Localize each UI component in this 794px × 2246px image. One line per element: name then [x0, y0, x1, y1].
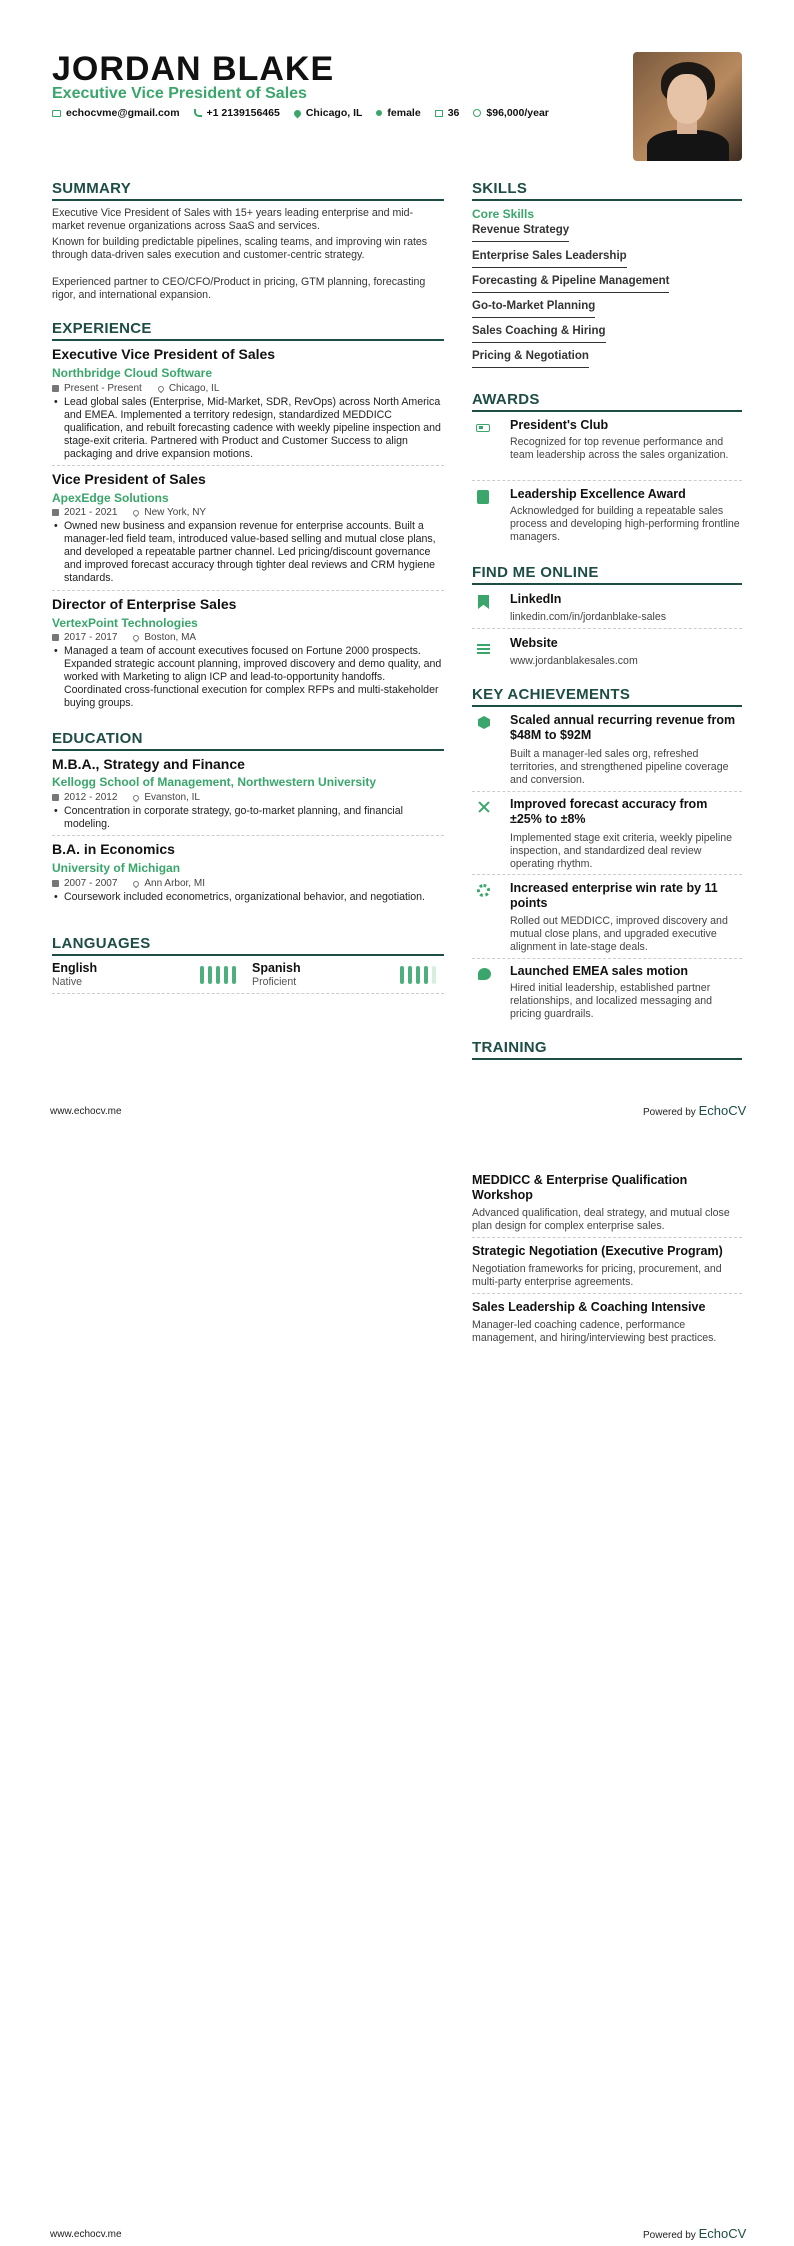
training-title: MEDDICC & Enterprise Qualification Workshop [472, 1173, 688, 1202]
divider [52, 993, 444, 994]
location-pin-icon [132, 793, 140, 801]
training-title: Sales Leadership & Coaching Intensive [472, 1300, 706, 1314]
job-meta: Present - Present Chicago, IL [52, 383, 219, 394]
calendar-icon [52, 634, 59, 641]
job-meta: 2021 - 2021 New York, NY [52, 507, 206, 518]
award-description: Acknowledged for building a repeatable sales process and developing high-performing frontline managers. [510, 505, 740, 543]
calendar-icon [52, 385, 59, 392]
online-title-linkedin: LinkedIn [510, 592, 562, 606]
skills-heading: SKILLS [472, 180, 528, 197]
calendar-icon [52, 794, 59, 801]
summary-paragraph-3: Experienced partner to CEO/CFO/Product in pricing, GTM planning, forecasting rigor, and international expansion. [52, 276, 426, 301]
training-description: Advanced qualification, deal strategy, and mutual close plan design for complex enterprise sales. [472, 1207, 730, 1232]
candidate-name: JORDAN BLAKE [52, 50, 335, 88]
degree-title: M.B.A., Strategy and Finance [52, 756, 245, 772]
contact-gender: female [376, 107, 420, 119]
contact-age: 36 [435, 107, 460, 119]
online-rule [472, 583, 742, 585]
experience-rule [52, 339, 444, 341]
education-meta: 2012 - 2012 Evanston, IL [52, 792, 200, 803]
gear-icon [477, 884, 490, 897]
training-description: Manager-led coaching cadence, performance management, and hiring/interviewing best practices. [472, 1319, 717, 1344]
achievement-description: Rolled out MEDDICC, improved discovery and mutual close plans, and upgraded executive alignment in late-stage deals. [510, 915, 728, 953]
linkedin-link[interactable]: linkedin.com/in/jordanblake-sales [510, 611, 667, 623]
footer-powered-by[interactable]: Powered by EchoCV [643, 2226, 747, 2241]
divider [52, 465, 444, 466]
language-level-bars [200, 966, 236, 984]
award-title: Leadership Excellence Award [510, 487, 686, 501]
footer-site-link[interactable]: www.echocv.me [50, 2229, 122, 2240]
divider [472, 628, 742, 629]
language-name: Spanish [252, 961, 301, 975]
divider [52, 590, 444, 591]
job-title: Vice President of Sales [52, 471, 206, 487]
candidate-role: Executive Vice President of Sales [52, 85, 307, 102]
location-pin-icon [157, 384, 165, 392]
language-level-bar [216, 966, 220, 984]
language-name: English [52, 961, 98, 975]
education-heading: EDUCATION [52, 730, 143, 747]
language-level-bar [432, 966, 436, 984]
contact-phone[interactable]: +1 2139156465 [194, 107, 280, 119]
job-bullet: • Managed a team of account executives focused on Fortune 2000 prospects. Expanded strategic account planning, improved discovery and demo quality, and worked with Marketing to align ICP and lead-to-opportunity handoffs. Coordinated cross-functional execution for complex RFPs and multi-stakeholder buying groups. [52, 645, 444, 710]
divider [472, 958, 742, 959]
language-level-bar [232, 966, 236, 984]
language-level: Proficient [252, 976, 297, 988]
training-description: Negotiation frameworks for pricing, procurement, and multi-party enterprise agreements. [472, 1263, 722, 1288]
achievements-rule [472, 705, 742, 707]
contact-location: Chicago, IL [294, 107, 363, 119]
phone-icon [194, 109, 202, 117]
mail-icon [52, 110, 61, 117]
divider [472, 480, 742, 481]
education-meta: 2007 - 2007 Ann Arbor, MI [52, 878, 205, 889]
calendar-icon [52, 509, 59, 516]
chat-bubble-icon [478, 968, 491, 980]
user-icon [376, 110, 382, 116]
training-rule [472, 1058, 742, 1060]
skill-item: Pricing & Negotiation [472, 350, 589, 368]
divider [472, 1237, 742, 1238]
language-level-bar [400, 966, 404, 984]
skill-item: Revenue Strategy [472, 224, 569, 242]
summary-rule [52, 199, 444, 201]
divider [472, 791, 742, 792]
award-title: President's Club [510, 418, 609, 432]
education-rule [52, 749, 444, 751]
training-heading: TRAINING [472, 1039, 547, 1056]
footer-powered-by[interactable]: Powered by EchoCV [643, 1103, 747, 1118]
divider [472, 1293, 742, 1294]
school-name: University of Michigan [52, 861, 181, 875]
job-title: Executive Vice President of Sales [52, 346, 276, 362]
menu-lines-icon [477, 644, 490, 654]
contact-salary: $96,000/year [473, 107, 548, 119]
degree-title: B.A. in Economics [52, 841, 175, 857]
summary-paragraph-1: Executive Vice President of Sales with 15+ years leading enterprise and mid-market revenue organizations across SaaS and services. [52, 207, 414, 232]
location-pin-icon [132, 508, 140, 516]
achievement-description: Built a manager-led sales org, refreshed territories, and strengthened pipeline coverage and conversion. [510, 748, 729, 786]
skill-item: Go-to-Market Planning [472, 300, 595, 318]
summary-heading: SUMMARY [52, 180, 132, 197]
job-company: VertexPoint Technologies [52, 616, 198, 630]
language-level-bars [400, 966, 436, 984]
achievement-title: Increased enterprise win rate by 11 points [510, 881, 718, 910]
profile-photo [633, 52, 742, 161]
website-link[interactable]: www.jordanblakesales.com [510, 655, 638, 667]
location-pin-icon [132, 633, 140, 641]
skill-item: Forecasting & Pipeline Management [472, 275, 669, 293]
calendar-icon [52, 880, 59, 887]
education-bullet: • Concentration in corporate strategy, go-to-market planning, and financial modeling. [52, 805, 444, 831]
language-level: Native [52, 976, 83, 988]
awards-heading: AWARDS [472, 391, 540, 408]
battery-icon [476, 424, 490, 432]
awards-rule [472, 410, 742, 412]
online-title-website: Website [510, 636, 558, 650]
echocv-logo: EchoCV [698, 1103, 747, 1118]
echocv-logo: EchoCV [698, 2226, 747, 2241]
skills-subtitle: Core Skills [472, 207, 535, 221]
school-name: Kellogg School of Management, Northwestern University [52, 775, 377, 789]
skill-item: Sales Coaching & Hiring [472, 325, 606, 343]
location-pin-icon [292, 108, 302, 118]
location-pin-icon [132, 879, 140, 887]
achievement-title: Improved forecast accuracy from ±25% to ±8% [510, 797, 708, 826]
summary-paragraph-2: Known for building predictable pipelines, scaling teams, and improving win rates through data-driven sales execution and customer-centric strategy. [52, 236, 428, 261]
sparkle-icon [477, 800, 491, 814]
divider [472, 874, 742, 875]
document-icon [477, 490, 489, 504]
language-level-bar [208, 966, 212, 984]
contact-email[interactable]: echocvme@gmail.com [52, 107, 180, 119]
achievement-description: Implemented stage exit criteria, weekly pipeline inspection, and standardized deal review operating rhythm. [510, 832, 732, 870]
language-level-bar [408, 966, 412, 984]
online-heading: FIND ME ONLINE [472, 564, 599, 581]
skill-item: Enterprise Sales Leadership [472, 250, 627, 268]
achievement-title: Launched EMEA sales motion [510, 964, 689, 978]
language-level-bar [416, 966, 420, 984]
contact-bar [52, 107, 549, 119]
calendar-icon [435, 110, 443, 117]
bookmark-icon [478, 595, 489, 609]
achievements-heading: KEY ACHIEVEMENTS [472, 686, 631, 703]
languages-heading: LANGUAGES [52, 935, 151, 952]
job-company: ApexEdge Solutions [52, 491, 169, 505]
money-icon [473, 109, 481, 117]
award-description: Recognized for top revenue performance and team leadership across the sales organization. [510, 436, 729, 461]
language-level-bar [200, 966, 204, 984]
job-meta: 2017 - 2017 Boston, MA [52, 632, 196, 643]
cube-icon [478, 716, 490, 729]
job-company: Northbridge Cloud Software [52, 366, 212, 380]
education-bullet: • Coursework included econometrics, organizational behavior, and negotiation. [52, 891, 444, 904]
achievement-description: Hired initial leadership, established partner relationships, and localized messaging and pricing guardrails. [510, 982, 712, 1020]
training-title: Strategic Negotiation (Executive Program) [472, 1244, 723, 1258]
job-title: Director of Enterprise Sales [52, 596, 237, 612]
job-bullet: • Owned new business and expansion revenue for enterprise accounts. Built a manager-led field team, introduced value-based selling and mutual close plans, and developed a repeatable partner channel. Led pricing/discount governance and improved forecast accuracy through tighter deal reviews and CRM hygiene standards. [52, 520, 444, 585]
footer-site-link[interactable]: www.echocv.me [50, 1106, 122, 1117]
experience-heading: EXPERIENCE [52, 320, 152, 337]
achievement-title: Scaled annual recurring revenue from $48M to $92M [510, 713, 736, 742]
languages-rule [52, 954, 444, 956]
divider [52, 835, 444, 836]
job-bullet: • Lead global sales (Enterprise, Mid-Market, SDR, RevOps) across North America and EMEA. Implemented a territory redesign, standardized MEDDICC qualification, and rebuilt forecasting cadence with weekly pipeline inspection and stage-exit criteria. Partnered with Product and Customer Success to align packaging and drive expansion motions. [52, 396, 444, 461]
resume-page-2 [0, 1123, 794, 2246]
language-level-bar [224, 966, 228, 984]
skills-rule [472, 199, 742, 201]
language-level-bar [424, 966, 428, 984]
